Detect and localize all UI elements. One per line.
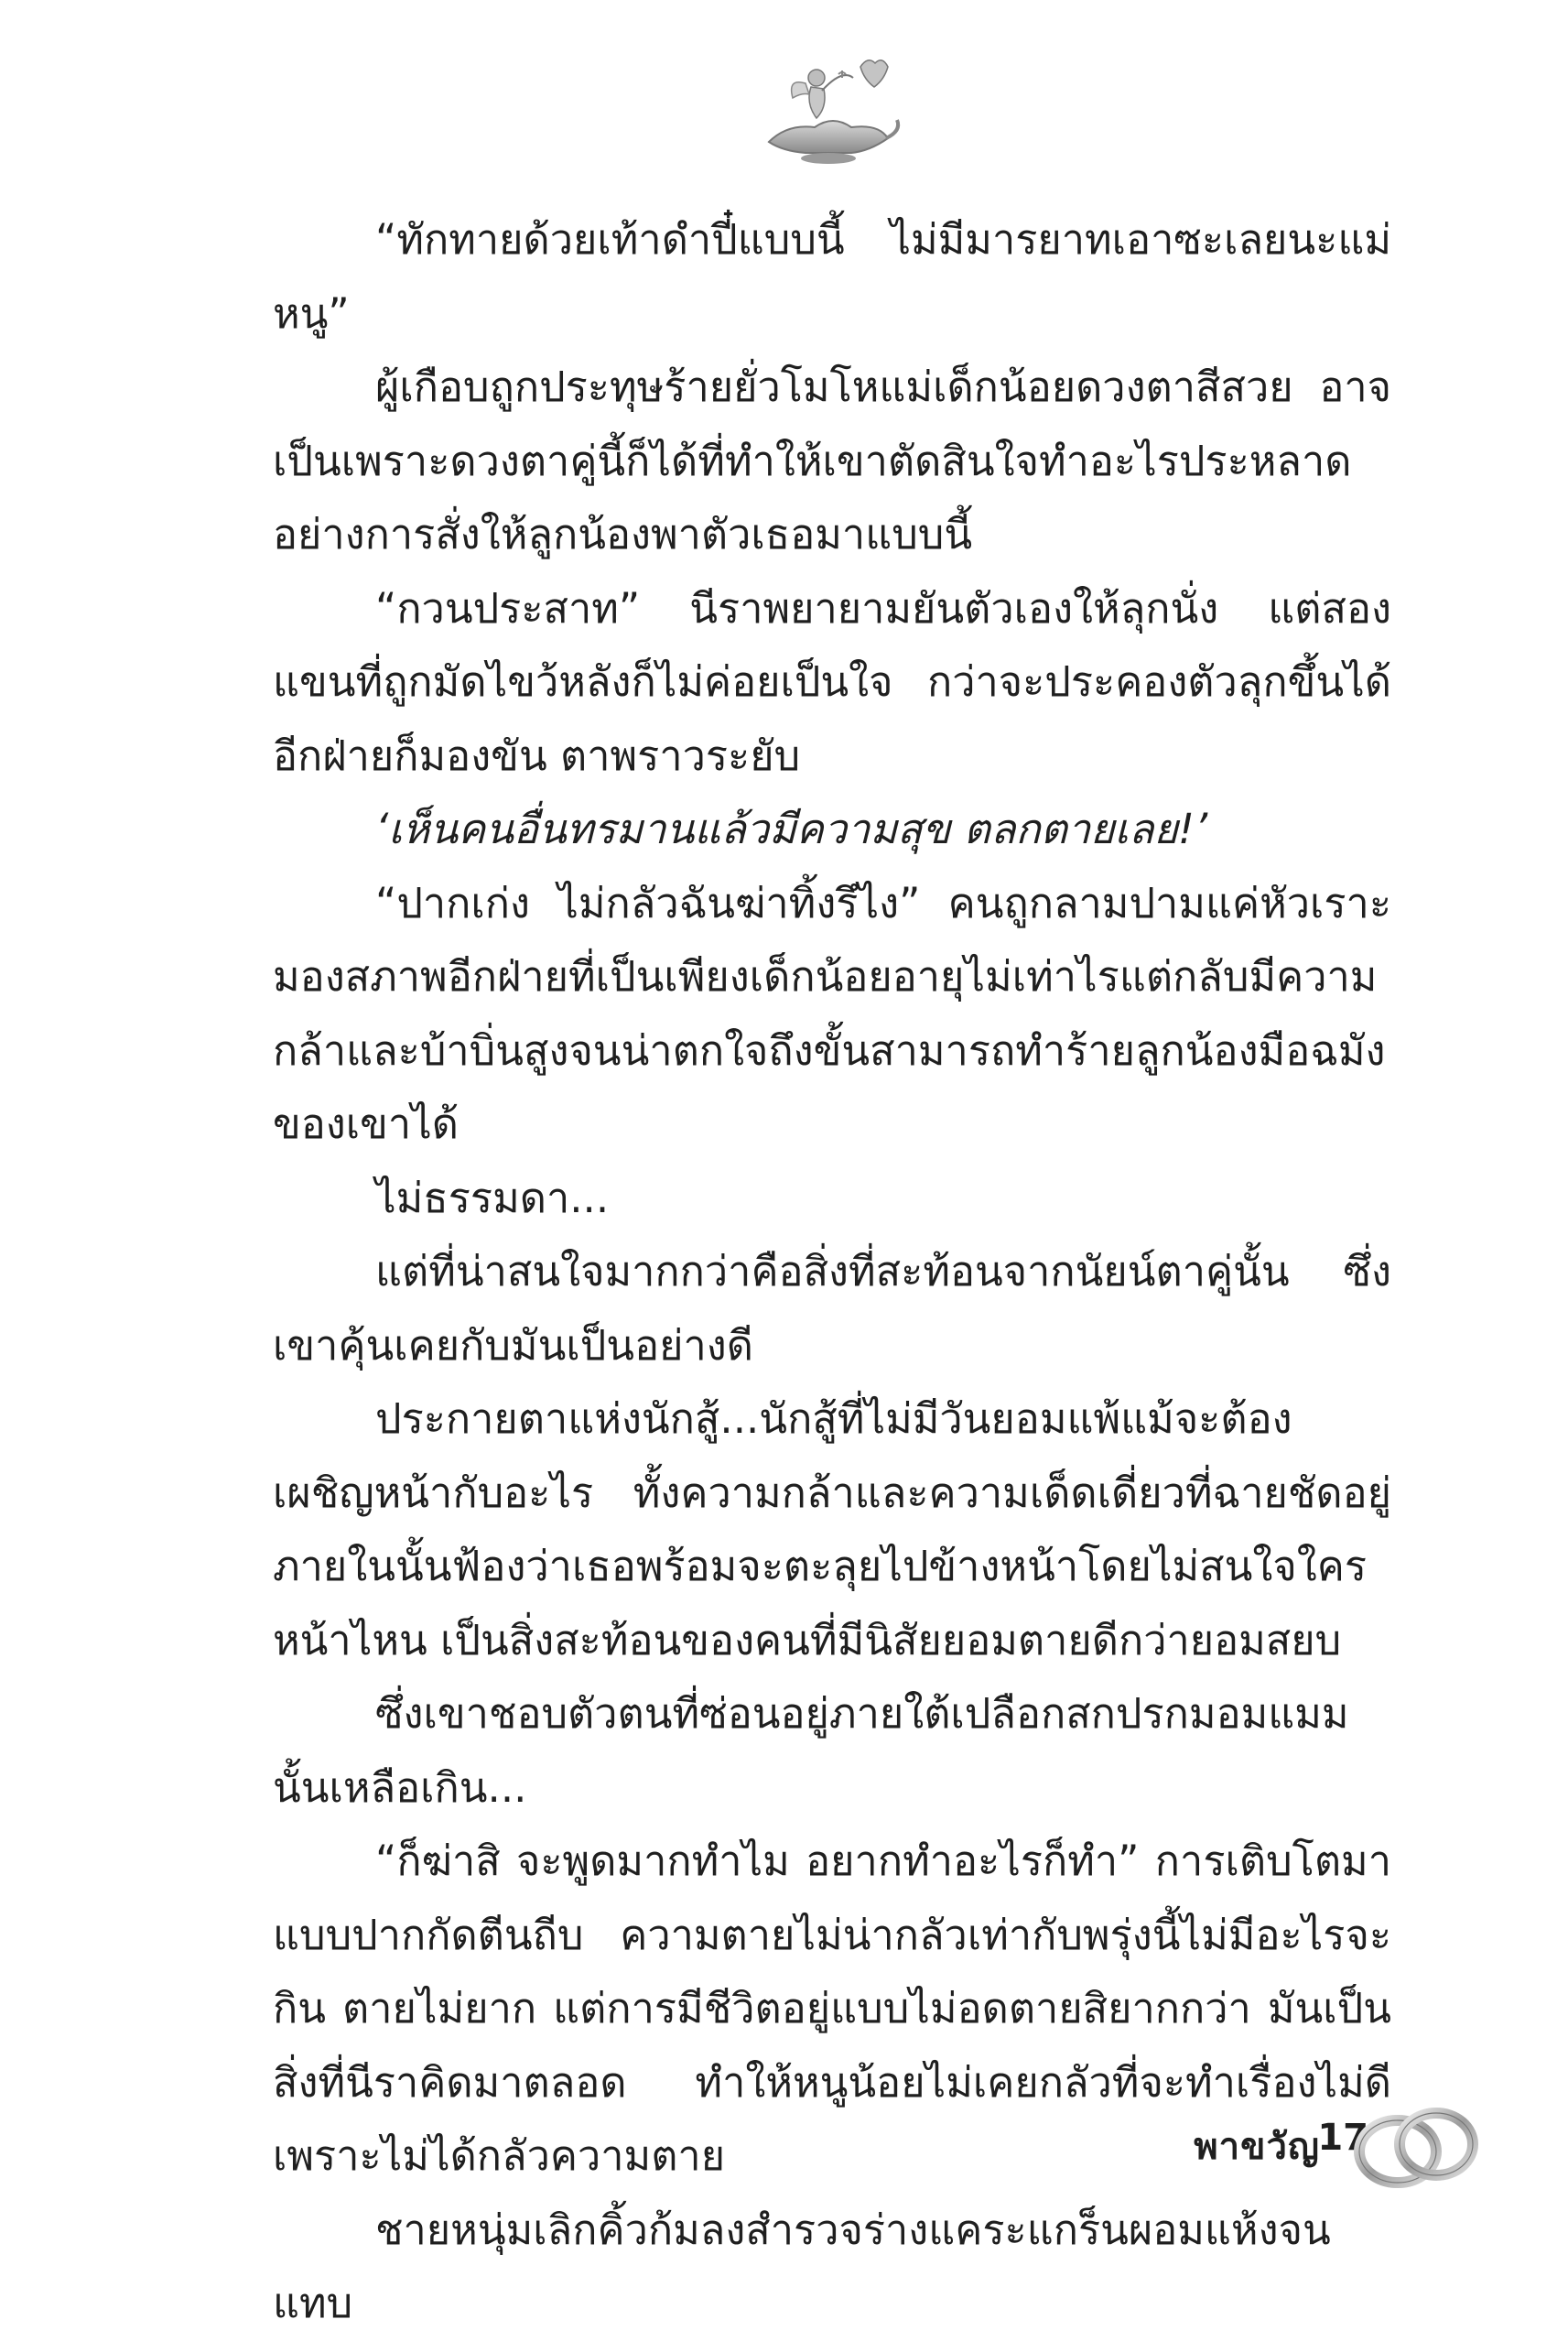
book-title: พาขวัญ bbox=[1194, 2126, 1320, 2168]
body-text bbox=[273, 203, 1391, 2341]
page-footer bbox=[1044, 2097, 1538, 2206]
paragraph: ผู้เกือบถูกประทุษร้ายยั่วโมโหแม่เด็กน้อยดวงตาสีสวย อาจเป็นเพราะดวงตาคู่นี้ก็ได้ที่ทำให้เขาตัดสินใจทำอะไรประหลาดอย่างการสั่งให้ลูกน้องพาตัวเธอมาแบบนี้ bbox=[273, 363, 1391, 558]
paragraph: “ทักทายด้วยเท้าดำปี๋แบบนี้ ไม่มีมารยาทเอาซะเลยนะแม่หนู” bbox=[273, 215, 1391, 338]
page-number: 17 bbox=[1317, 2117, 1368, 2159]
paragraph: ประกายตาแห่งนักสู้...นักสู้ที่ไม่มีวันยอมแพ้แม้จะต้องเผชิญหน้ากับอะไร ทั้งความกล้าและความเด็ดเดี่ยวที่ฉายชัดอยู่ภายในนั้นฟ้องว่าเธอพร้อมจะตะลุยไปข้างหน้าโดยไม่สนใจใครหน้าไหน เป็นสิ่งสะท้อนของคนที่มีนิสัยยอมตายดีกว่ายอมสยบ bbox=[273, 1394, 1391, 1664]
paragraph: ชายหนุ่มเลิกคิ้วก้มลงสำรวจร่างแคระแกร็นผอมแห้งจนแทบ bbox=[273, 2205, 1331, 2327]
paragraph: “ก็ฆ่าสิ จะพูดมากทำไม อยากทำอะไรก็ทำ” การเติบโตมาแบบปากกัดตีนถีบ ความตายไม่น่ากลัวเท่ากับพรุ่งนี้ไม่มีอะไรจะกิน ตายไม่ยาก แต่การมีชีวิตอยู่แบบไม่อดตายสิยากกว่า มันเป็นสิ่งที่นีราคิดมาตลอด ทำให้หนูน้อยไม่เคยกลัวที่จะทำเรื่องไม่ดี เพราะไม่ได้กลัวความตาย bbox=[273, 1837, 1391, 2180]
paragraph: “ปากเก่ง ไม่กลัวฉันฆ่าทิ้งรึไง” คนถูกลามปามแค่หัวเราะ มองสภาพอีกฝ่ายที่เป็นเพียงเด็กน้อยอายุไม่เท่าไรแต่กลับมีความกล้าและบ้าบิ่นสูงจนน่าตกใจถึงขั้นสามารถทำร้ายลูกน้องมือฉมังของเขาได้ bbox=[273, 878, 1391, 1148]
wedding-rings-icon bbox=[1350, 2097, 1483, 2197]
cupid-teapot-icon bbox=[751, 50, 906, 169]
italic-thought: ‘เห็นคนอื่นทรมานแล้วมีความสุข ตลกตายเลย!’ bbox=[375, 805, 1208, 853]
paragraph: แต่ที่น่าสนใจมากกว่าคือสิ่งที่สะท้อนจากนัยน์ตาคู่นั้น ซึ่งเขาคุ้นเคยกับมันเป็นอย่างดี bbox=[273, 1247, 1391, 1370]
paragraph: ไม่ธรรมดา... bbox=[375, 1173, 610, 1222]
paragraph: ซึ่งเขาชอบตัวตนที่ซ่อนอยู่ภายใต้เปลือกสกปรกมอมแมมนั้นเหลือเกิน... bbox=[273, 1689, 1349, 1812]
paragraph: “กวนประสาท” นีราพยายามยันตัวเองให้ลุกนั่ง แต่สองแขนที่ถูกมัดไขว้หลังก็ไม่ค่อยเป็นใจ กว่าจะประคองตัวลุกขึ้นได้อีกฝ่ายก็มองขัน ตาพราวระยับ bbox=[273, 583, 1391, 780]
